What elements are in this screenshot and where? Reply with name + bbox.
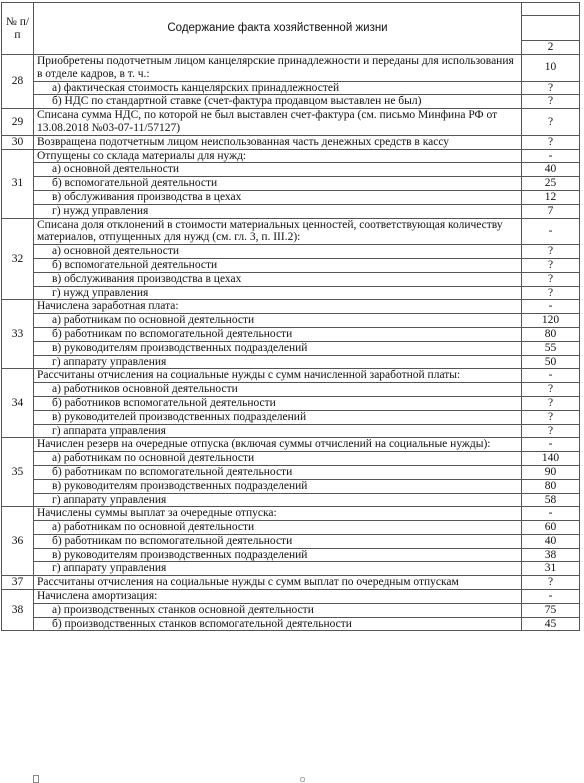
- table-row: [2, 190, 580, 204]
- table-row: [2, 95, 580, 109]
- table-row: [2, 493, 580, 507]
- table-row: [2, 81, 580, 95]
- sub-item-text: а) основной деятельности: [34, 245, 522, 259]
- num-column-header: № п/п: [2, 3, 34, 55]
- table-row: [2, 452, 580, 466]
- row-number: 35: [2, 438, 34, 507]
- operation-text: Начислены суммы выплат за очередные отпуска:: [34, 507, 522, 521]
- table-row: [2, 438, 580, 452]
- operation-text: Приобретены подотчетным лицом канцелярские принадлежности и переданы для использования в отделе кадров, в т. ч.:: [34, 55, 522, 82]
- sub-item-text: а) производственных станков основной деятельности: [34, 603, 522, 617]
- sub-item-text: а) работникам по основной деятельности: [34, 521, 522, 535]
- amount-value: -: [522, 590, 580, 604]
- value-column-header-mid: [522, 16, 580, 41]
- table-row: [2, 149, 580, 163]
- table-row: [2, 590, 580, 604]
- sub-item-text: г) нужд управления: [34, 286, 522, 300]
- amount-value: 90: [522, 465, 580, 479]
- sub-item-text: б) вспомогательной деятельности: [34, 258, 522, 272]
- sub-item-text: в) обслуживания производства в цехах: [34, 272, 522, 286]
- row-number: 38: [2, 590, 34, 631]
- amount-value: 45: [522, 617, 580, 631]
- amount-value: 25: [522, 177, 580, 191]
- amount-value: ?: [522, 396, 580, 410]
- table-row: [2, 507, 580, 521]
- amount-value: 80: [522, 327, 580, 341]
- amount-value: ?: [522, 410, 580, 424]
- sub-item-text: б) работникам по вспомогательной деятельности: [34, 465, 522, 479]
- amount-value: -: [522, 218, 580, 245]
- table-row: [2, 369, 580, 383]
- operation-text: Рассчитаны отчисления на социальные нужды с сумм начисленной заработной платы:: [34, 369, 522, 383]
- table-row: [2, 300, 580, 314]
- operations-table: [1, 2, 580, 631]
- amount-value: 50: [522, 355, 580, 369]
- page-dot-icon: [300, 777, 305, 782]
- sub-item-text: б) производственных станков вспомогательной деятельности: [34, 617, 522, 631]
- operation-text: Начислена амортизация:: [34, 590, 522, 604]
- sub-item-text: а) фактическая стоимость канцелярских принадлежностей: [34, 81, 522, 95]
- amount-value: 31: [522, 562, 580, 576]
- sub-item-text: г) аппарату управления: [34, 355, 522, 369]
- table-row: [2, 286, 580, 300]
- amount-value: 60: [522, 521, 580, 535]
- row-number: 29: [2, 109, 34, 136]
- amount-value: 38: [522, 548, 580, 562]
- amount-value: 7: [522, 204, 580, 218]
- amount-value: 120: [522, 314, 580, 328]
- amount-value: ?: [522, 258, 580, 272]
- table-row: [2, 479, 580, 493]
- amount-value: ?: [522, 576, 580, 590]
- table-body: [2, 55, 580, 631]
- amount-value: -: [522, 507, 580, 521]
- amount-value: 12: [522, 190, 580, 204]
- sub-item-text: в) руководителей производственных подразделений: [34, 410, 522, 424]
- table-row: [2, 177, 580, 191]
- sub-item-text: а) основной деятельности: [34, 163, 522, 177]
- amount-value: ?: [522, 272, 580, 286]
- row-number: 36: [2, 507, 34, 576]
- table-row: [2, 314, 580, 328]
- row-number: 37: [2, 576, 34, 590]
- sub-item-text: а) работникам по основной деятельности: [34, 314, 522, 328]
- amount-value: 75: [522, 603, 580, 617]
- amount-value: 55: [522, 341, 580, 355]
- amount-value: 58: [522, 493, 580, 507]
- table-row: [2, 258, 580, 272]
- amount-value: ?: [522, 81, 580, 95]
- table-row: [2, 327, 580, 341]
- operation-text: Начислен резерв на очередные отпуска (включая суммы отчислений на социальные нужды):: [34, 438, 522, 452]
- amount-value: ?: [522, 286, 580, 300]
- sub-item-text: в) руководителям производственных подразделений: [34, 341, 522, 355]
- table-row: [2, 465, 580, 479]
- table-row: [2, 424, 580, 438]
- table-row: [2, 396, 580, 410]
- amount-value: ?: [522, 245, 580, 259]
- operation-text: Возвращена подотчетным лицом неиспользованная часть денежных средств в кассу: [34, 135, 522, 149]
- table-row: [2, 218, 580, 245]
- table-row: [2, 245, 580, 259]
- amount-value: ?: [522, 383, 580, 397]
- sub-item-text: б) работникам по вспомогательной деятельности: [34, 327, 522, 341]
- sub-item-text: г) аппарата управления: [34, 424, 522, 438]
- row-number: 30: [2, 135, 34, 149]
- table-row: [2, 135, 580, 149]
- amount-value: -: [522, 149, 580, 163]
- table-row: [2, 341, 580, 355]
- operation-text: Начислена заработная плата:: [34, 300, 522, 314]
- amount-value: 40: [522, 534, 580, 548]
- table-row: [2, 521, 580, 535]
- sub-item-text: а) работников основной деятельности: [34, 383, 522, 397]
- amount-value: ?: [522, 95, 580, 109]
- sub-item-text: в) обслуживания производства в цехах: [34, 190, 522, 204]
- table-row: [2, 55, 580, 82]
- sub-item-text: б) НДС по стандартной ставке (счет-фактура продавцом выставлен не был): [34, 95, 522, 109]
- amount-value: -: [522, 438, 580, 452]
- amount-value: -: [522, 369, 580, 383]
- sub-item-text: г) нужд управления: [34, 204, 522, 218]
- amount-value: ?: [522, 424, 580, 438]
- sub-item-text: б) работникам по вспомогательной деятельности: [34, 534, 522, 548]
- operation-text: Списана сумма НДС, по которой не был выставлен счет-фактура (см. письмо Минфина РФ от 13.08.2018 №03-07-11/57127): [34, 109, 522, 136]
- table-row: [2, 617, 580, 631]
- table-row: [2, 163, 580, 177]
- value-column-header-top: [522, 3, 580, 16]
- table-row: [2, 562, 580, 576]
- row-number: 28: [2, 55, 34, 109]
- table-row: [2, 576, 580, 590]
- table-row: [2, 534, 580, 548]
- sub-item-text: г) аппарату управления: [34, 562, 522, 576]
- table-row: [2, 109, 580, 136]
- amount-value: 10: [522, 55, 580, 82]
- table-row: [2, 204, 580, 218]
- description-column-header: Содержание факта хозяйственной жизни: [34, 3, 522, 55]
- amount-value: ?: [522, 135, 580, 149]
- table-row: [2, 383, 580, 397]
- row-number: 33: [2, 300, 34, 369]
- table-row: [2, 272, 580, 286]
- amount-value: ?: [522, 109, 580, 136]
- sub-item-text: в) руководителям производственных подразделений: [34, 479, 522, 493]
- sub-item-text: а) работникам по основной деятельности: [34, 452, 522, 466]
- table-row: [2, 548, 580, 562]
- value-column-index: 2: [522, 41, 580, 55]
- sub-item-text: б) вспомогательной деятельности: [34, 177, 522, 191]
- operation-text: Списана доля отклонений в стоимости материальных ценностей, соответствующая количеству материалов, отпущенных для нужд (см. гл. 3, п. III.2):: [34, 218, 522, 245]
- sub-item-text: б) работников вспомогательной деятельности: [34, 396, 522, 410]
- table-row: [2, 603, 580, 617]
- amount-value: 80: [522, 479, 580, 493]
- sub-item-text: в) руководителям производственных подразделений: [34, 548, 522, 562]
- amount-value: -: [522, 300, 580, 314]
- sub-item-text: г) аппарату управления: [34, 493, 522, 507]
- table-row: [2, 410, 580, 424]
- row-number: 31: [2, 149, 34, 218]
- amount-value: 40: [522, 163, 580, 177]
- table-row: [2, 355, 580, 369]
- row-number: 32: [2, 218, 34, 300]
- operation-text: Рассчитаны отчисления на социальные нужды с сумм выплат по очередным отпускам: [34, 576, 522, 590]
- row-number: 34: [2, 369, 34, 438]
- amount-value: 140: [522, 452, 580, 466]
- operation-text: Отпущены со склада материалы для нужд:: [34, 149, 522, 163]
